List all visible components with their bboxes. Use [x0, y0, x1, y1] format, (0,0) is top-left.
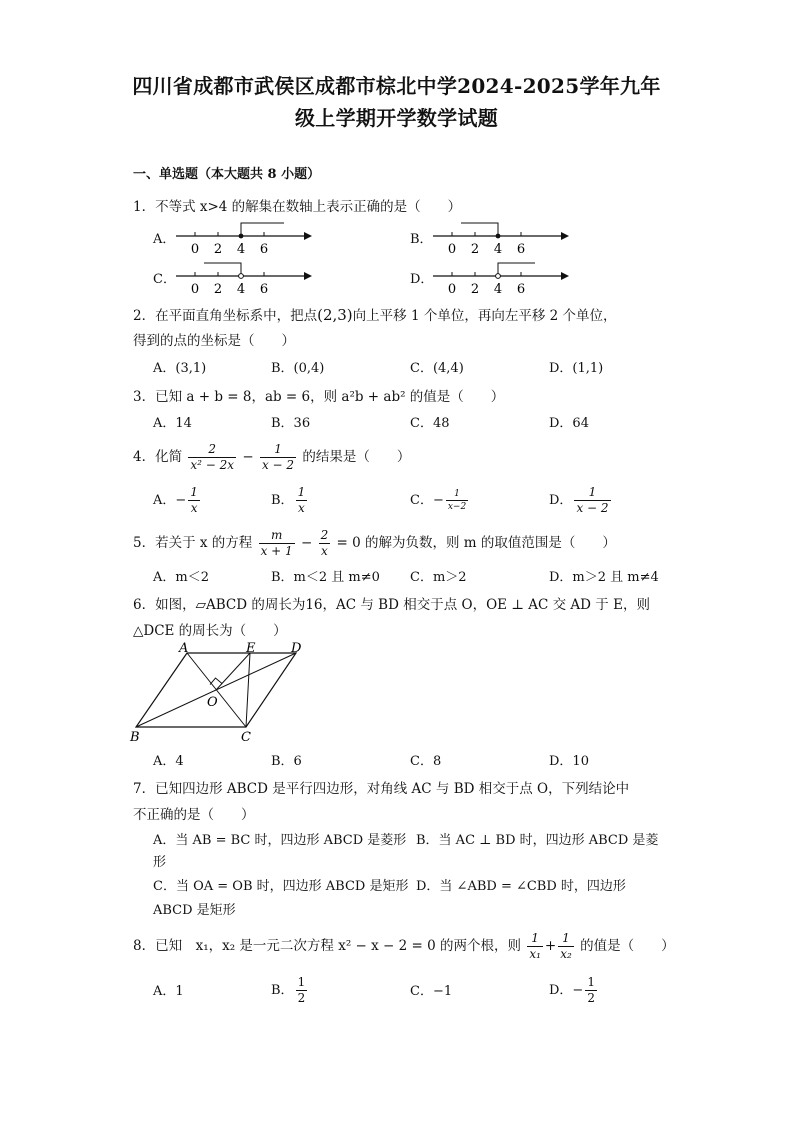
q4-c-den: x−2: [447, 502, 467, 512]
q2-stem-b: 向上平移 1 个单位，再向左平移 2 个单位，: [352, 308, 617, 324]
q4-a-label: A．−: [153, 493, 187, 508]
q8-pre: 8．已知 x₁，x₂ 是一元二次方程 x² − x − 2 = 0 的两个根，则: [133, 938, 522, 954]
q5-minus: −: [300, 535, 313, 551]
q2-stem-c: 得到的点的坐标是（ ）: [133, 333, 295, 349]
section-heading: 一、单选题（本大题共 8 小题）: [133, 167, 321, 182]
label-o: O: [207, 695, 218, 710]
q7-option-d-line-1: D．当 ∠ABD = ∠CBD 时，四边形: [416, 879, 626, 894]
q6-option-c: C．8: [410, 754, 442, 769]
q1a-tick-0: 0: [190, 242, 200, 256]
q4-c-num: 1: [446, 488, 468, 501]
q7-stem-b: 不正确的是（ ）: [133, 807, 255, 823]
q8-stem: [133, 928, 675, 964]
q6-option-d: D．10: [549, 754, 589, 769]
q1-number-line-a: [172, 220, 312, 256]
q3-stem: 3．已知 a + b = 8，ab = 6，则 a²b + ab² 的值是（ ）: [133, 389, 505, 405]
q8-option-a: A．1: [153, 984, 184, 999]
q7-option-b-line-2: 形: [153, 855, 167, 870]
q4-minus: −: [242, 449, 254, 465]
q3-option-c: C．48: [410, 416, 450, 431]
q7-option-b-line-1: B．当 AC ⊥ BD 时，四边形 ABCD 是菱: [416, 833, 659, 848]
q4-option-d: [549, 484, 613, 518]
q1-number-line-b: [429, 220, 569, 256]
q1d-tick-6: 6: [516, 282, 526, 296]
q8-frac1-num: 1: [527, 931, 543, 947]
q4-d-num: 1: [574, 485, 610, 501]
q2-point: (2,3): [317, 306, 353, 324]
right-angle-mark: [209, 677, 221, 684]
label-a: A: [179, 641, 189, 656]
q8-frac2-den: x₂: [560, 947, 572, 961]
q4-d-label: D．: [549, 493, 573, 508]
q4-b-label: B．: [271, 493, 294, 508]
q1c-tick-4: 4: [236, 282, 246, 296]
q1-option-a-label: A．: [153, 232, 176, 247]
q1d-tick-0: 0: [447, 282, 457, 296]
title-line-1: 四川省成都市武侯区成都市棕北中学2024-2025学年九年: [132, 74, 661, 98]
q8-plus: +: [544, 938, 557, 954]
q7-option-c: C．当 OA = OB 时，四边形 ABCD 是矩形: [153, 879, 409, 894]
q5-frac2-den: x: [321, 544, 328, 558]
q7-option-a: A．当 AB = BC 时，四边形 ABCD 是菱形: [153, 833, 407, 848]
q1b-tick-6: 6: [516, 242, 526, 256]
q8-option-b: [271, 974, 309, 1008]
q3-option-a: A．14: [153, 416, 192, 431]
q6-option-b: B．6: [271, 754, 302, 769]
segment-oe: [216, 653, 250, 690]
q2-option-b: B．(0,4): [271, 361, 325, 376]
q8-frac1-den: x₁: [529, 947, 541, 961]
q7-option-d-line-2: ABCD 是矩形: [153, 903, 236, 918]
q5-option-a: A．m＜2: [153, 570, 209, 585]
title-line-2: 级上学期开学数学试题: [295, 106, 498, 130]
q5-post: = 0 的解为负数，则 m 的取值范围是（ ）: [336, 535, 616, 551]
q4-post: 的结果是（ ）: [302, 449, 411, 465]
q1-option-c-label: C．: [153, 272, 176, 287]
q1c-tick-2: 2: [213, 282, 223, 296]
q4-d-den: x − 2: [576, 501, 609, 515]
q8-b-den: 2: [297, 991, 306, 1005]
q5-option-b: B．m＜2 且 m≠0: [271, 570, 380, 585]
q1d-tick-4: 4: [493, 282, 503, 296]
q8-frac2-num: 1: [558, 931, 574, 947]
q5-option-c: C．m＞2: [410, 570, 467, 585]
q5-option-d: D．m＞2 且 m≠4: [549, 570, 659, 585]
q1d-tick-2: 2: [470, 282, 480, 296]
label-e: E: [246, 641, 256, 656]
q2-option-a: A．(3,1): [153, 361, 207, 376]
q1-option-d-label: D．: [410, 272, 434, 287]
q2-stem-a: 2．在平面直角坐标系中，把点: [133, 308, 318, 324]
q5-frac1-num: m: [259, 528, 295, 544]
q1-option-b-label: B．: [410, 232, 433, 247]
q4-a-num: 1: [190, 485, 198, 499]
q1b-tick-0: 0: [447, 242, 457, 256]
q4-b-num: 1: [297, 485, 306, 499]
q5-pre: 5．若关于 x 的方程: [133, 535, 253, 551]
q2-option-d: D．(1,1): [549, 361, 604, 376]
q4-frac2-num: 1: [260, 442, 296, 458]
q6-stem-b: △DCE 的周长为（ ）: [133, 623, 287, 639]
q5-frac1-den: x + 1: [260, 544, 293, 558]
q1a-tick-6: 6: [259, 242, 269, 256]
q1a-tick-4: 4: [236, 242, 246, 256]
q4-frac2-den: x − 2: [261, 458, 295, 472]
q1c-tick-6: 6: [259, 282, 269, 296]
q4-frac1-num: 2: [188, 442, 236, 458]
q7-stem-a: 7．已知四边形 ABCD 是平行四边形，对角线 AC 与 BD 相交于点 O，下列结论中: [133, 781, 630, 797]
q4-option-a: [153, 484, 202, 518]
q8-b-label: B．: [271, 983, 294, 998]
q6-parallelogram-figure: [128, 640, 318, 750]
q8-option-d: [549, 974, 599, 1008]
q4-pre: 4．化简: [133, 449, 183, 465]
q2-stem-line-1: [133, 305, 617, 326]
q3-option-b: B．36: [271, 416, 311, 431]
q2-option-c: C．(4,4): [410, 361, 464, 376]
q1b-tick-2: 2: [470, 242, 480, 256]
q8-post: 的值是（ ）: [580, 938, 675, 954]
q3-option-d: D．64: [549, 416, 589, 431]
q4-frac1-den: x² − 2x: [190, 458, 235, 472]
q8-d-den: 2: [587, 991, 595, 1005]
q4-b-den: x: [297, 501, 305, 515]
segment-ec: [246, 653, 250, 727]
q5-frac2-num: 2: [320, 528, 329, 542]
q4-c-label: C．−: [410, 493, 444, 508]
q5-stem: [133, 526, 616, 560]
q8-b-num: 1: [297, 975, 306, 989]
q4-option-c: [410, 484, 470, 518]
q8-d-label: D．−: [549, 983, 584, 998]
label-c: C: [241, 730, 251, 745]
q4-a-den: x: [190, 501, 198, 515]
q4-stem: [133, 440, 410, 474]
q1b-tick-4: 4: [493, 242, 503, 256]
q1c-tick-0: 0: [190, 282, 200, 296]
q1-number-line-d: [429, 260, 569, 296]
q1-stem: 1．不等式 x>4 的解集在数轴上表示正确的是（ ）: [133, 199, 462, 215]
q8-option-c: C．−1: [410, 984, 453, 999]
q8-d-num: 1: [587, 975, 595, 989]
label-b: B: [130, 730, 140, 745]
label-d: D: [291, 641, 302, 656]
q1-number-line-c: [172, 260, 312, 296]
q4-option-b: [271, 484, 309, 518]
q6-option-a: A．4: [153, 754, 184, 769]
q1a-tick-2: 2: [213, 242, 223, 256]
q6-stem-a: 6．如图，▱ABCD 的周长为16，AC 与 BD 相交于点 O，OE ⊥ AC 交 AD 于 E，则: [133, 597, 650, 613]
